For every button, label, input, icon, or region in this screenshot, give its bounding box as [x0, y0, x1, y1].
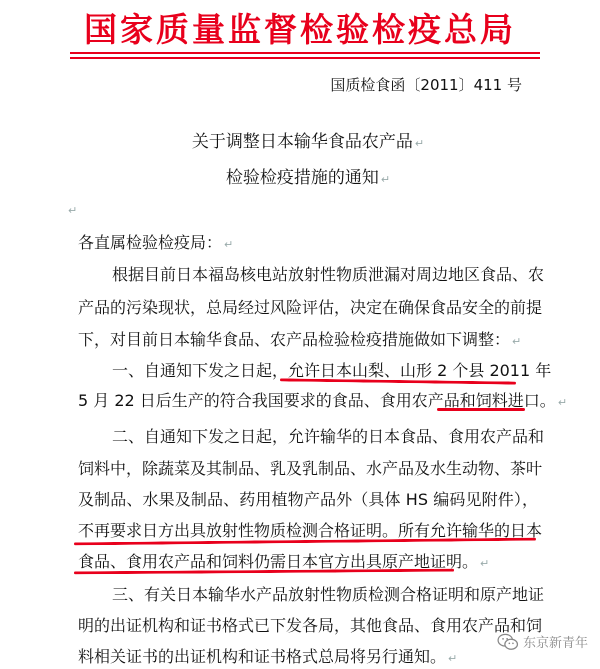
body-line: 料相关证书的出证机构和证书格式总局将另行通知。 ↵: [78, 647, 458, 666]
salutation: 各直属检验检疫局： ↵: [78, 233, 234, 252]
notice-title-line-1: 关于调整日本输华食品农产品 ↵: [191, 132, 425, 152]
body-line: 下，对目前日本输华食品、农产品检验检疫措施做如下调整： ↵: [78, 330, 522, 349]
body-line: 二、自通知下发之日起，允许输华的日本食品、食用农产品和: [112, 427, 545, 446]
body-line: 及制品、水果及制品、药用植物产品外（具体 HS 编码见附件），: [78, 490, 538, 509]
header-rule-bottom: [70, 57, 540, 59]
body-line: 三、有关日本输华水产品放射性物质检测合格证明和原产地证: [112, 585, 545, 604]
watermark: [497, 632, 588, 651]
paragraph-mark: ↵: [68, 204, 78, 217]
body-line: 食品、食用农产品和饲料仍需日本官方出具原产地证明。 ↵: [78, 552, 490, 571]
header-rule-top: [70, 52, 540, 54]
body-line: 饲料中，除蔬菜及其制品、乳及乳制品、水产品及水生动物、茶叶: [78, 459, 543, 478]
document-number: 国质检食函〔2011〕411 号: [330, 76, 522, 94]
body-line: 明的出证机构和证书格式已下发各局，其他食品、食用农产品和饲: [78, 616, 543, 635]
notice-title-line-2: 检验检疫措施的通知 ↵: [225, 168, 391, 188]
watermark-text: 东京新青年: [522, 636, 588, 651]
body-line: 根据目前日本福岛核电站放射性物质泄漏对周边地区食品、农: [112, 265, 545, 284]
wechat-icon: [497, 633, 519, 651]
body-line: 一、自通知下发之日起，允许日本山梨、山形 2 个县 2011 年: [112, 361, 552, 380]
highlight-underline: [437, 408, 525, 411]
body-line: 5 月 22 日后生产的符合我国要求的食品、食用农产品和饲料进口。 ↵: [78, 391, 568, 410]
page-header-title: 国家质量监督检验检疫总局: [84, 10, 516, 49]
body-line: 产品的污染现状，总局经过风险评估，决定在确保食品安全的前提: [78, 298, 543, 317]
body-line: 不再要求日方出具放射性物质检测合格证明。所有允许输华的日本: [78, 521, 543, 540]
